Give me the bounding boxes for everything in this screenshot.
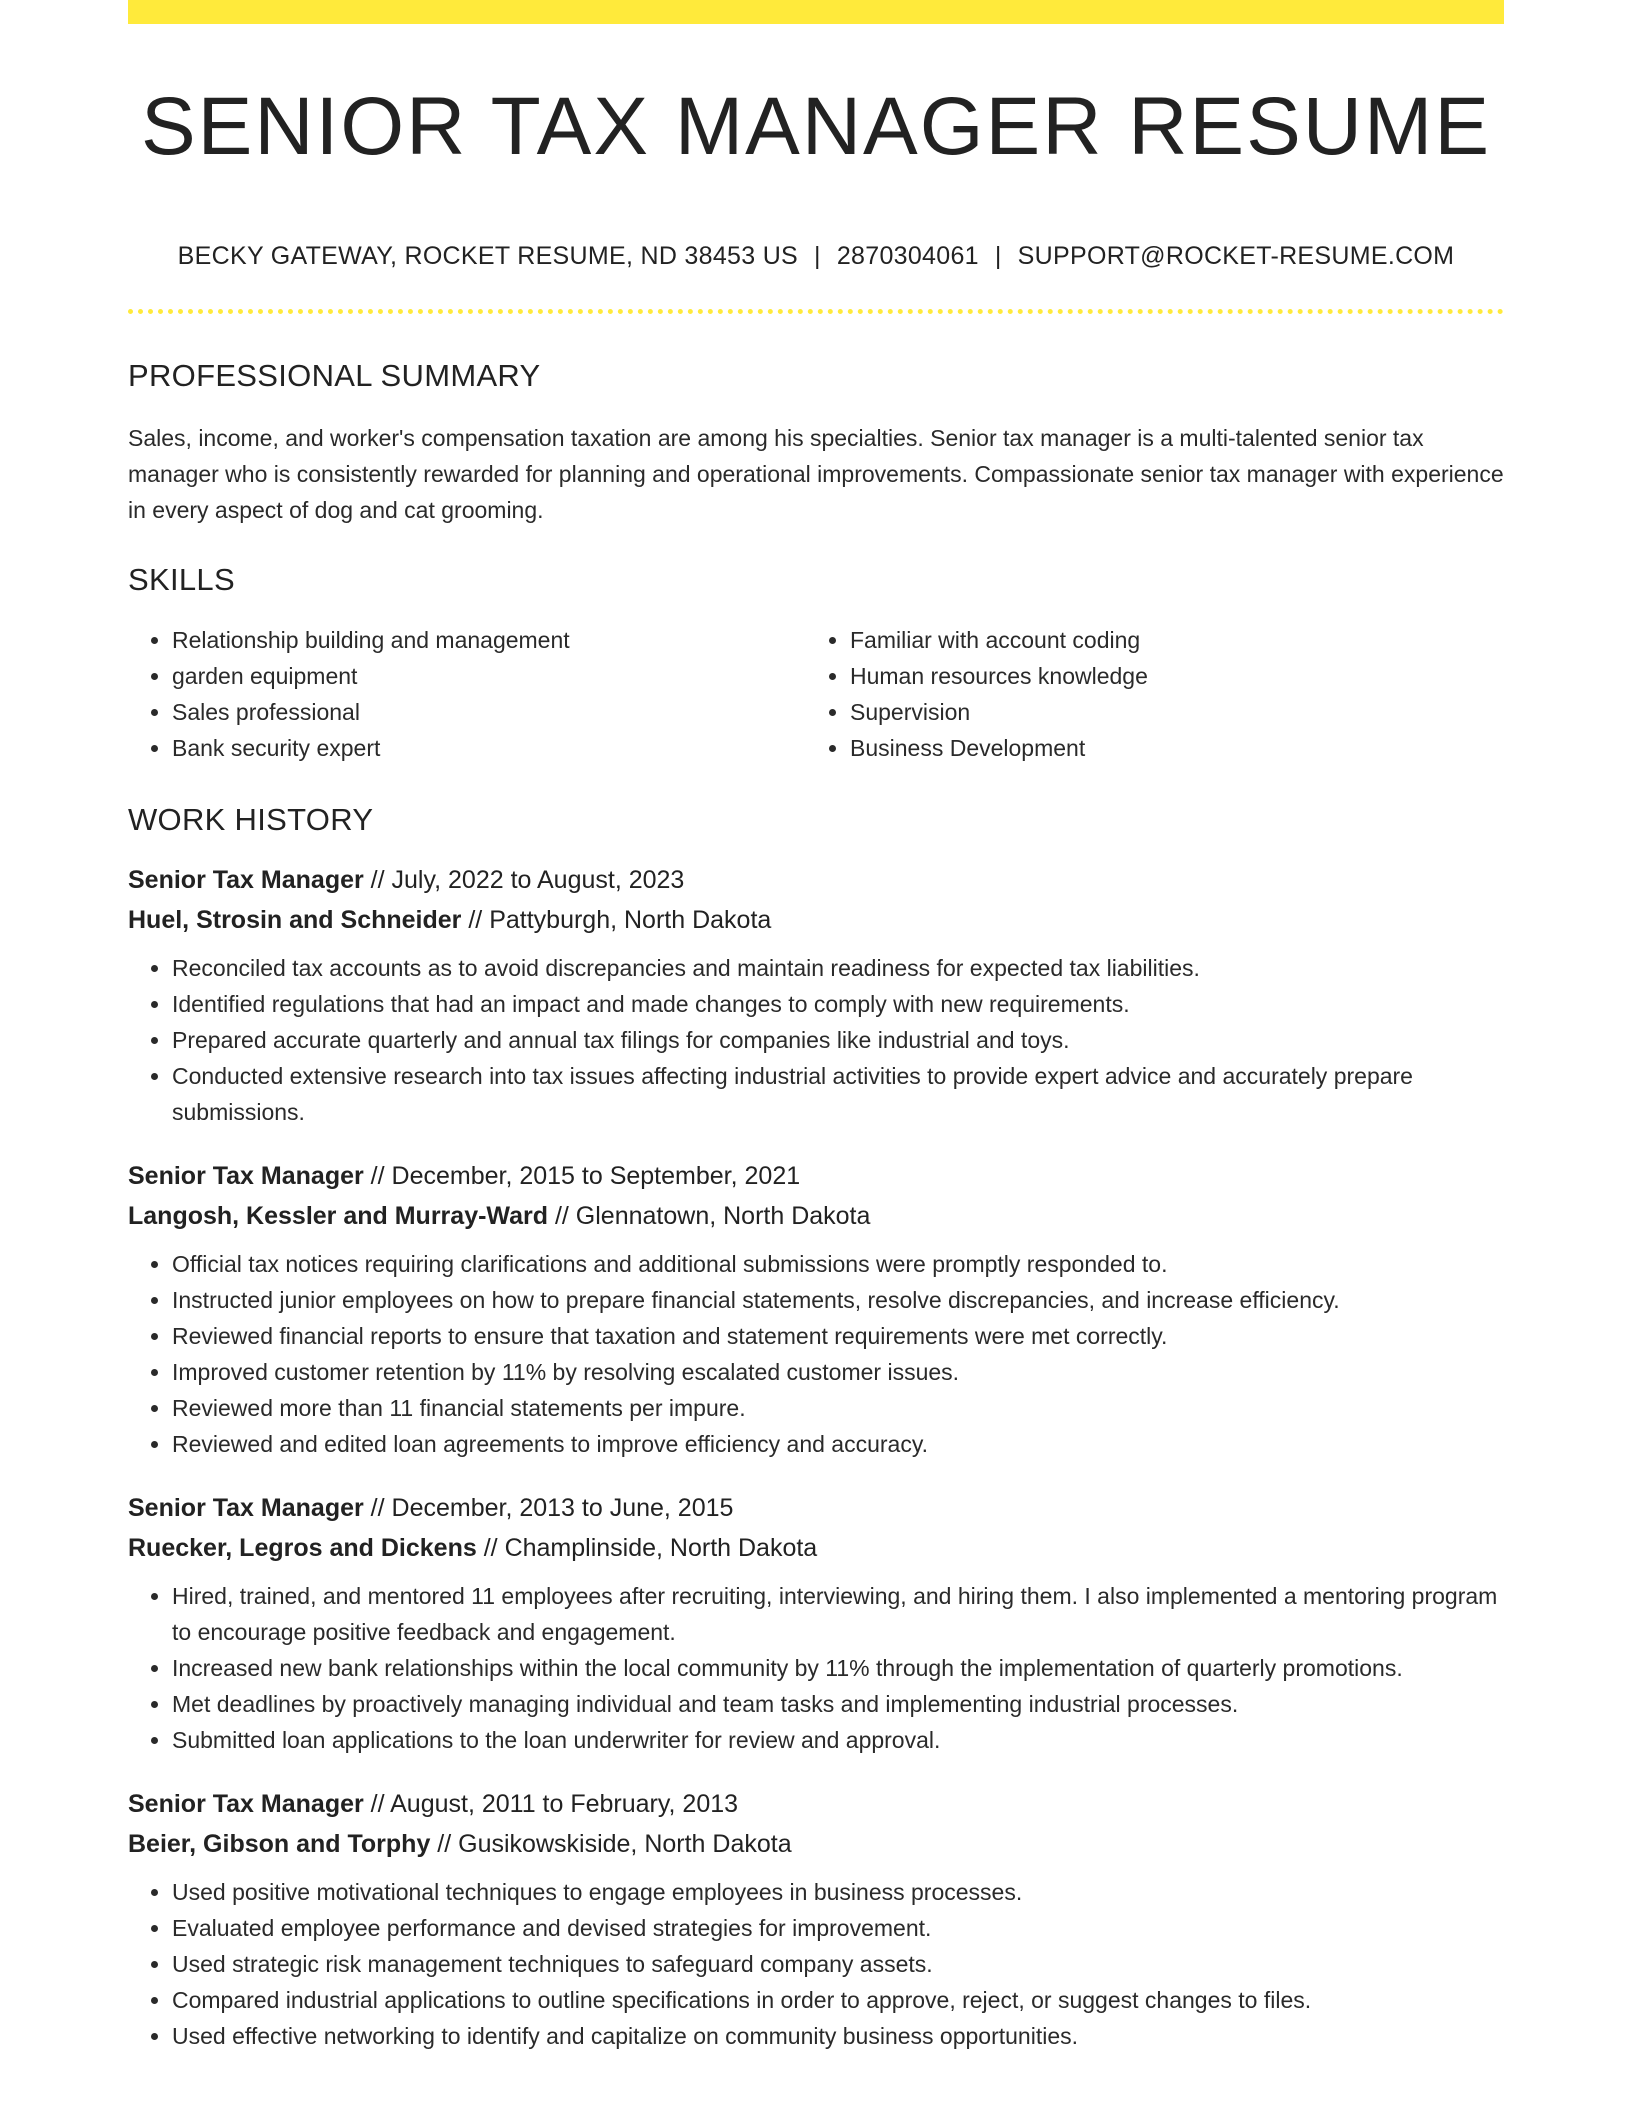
job-title: Senior Tax Manager [128, 1162, 364, 1190]
job-separator: // [461, 906, 490, 934]
skills-column-right [806, 622, 1484, 766]
job-bullets [128, 1578, 1504, 1758]
job-bullet: • Prepared accurate quarterly and annual tax filings for companies like industrial and toys. [172, 1022, 1504, 1058]
job-entry [128, 1156, 1504, 1462]
job-bullet: • Reviewed financial reports to ensure that taxation and statement requirements were met correctly. [172, 1318, 1504, 1354]
job-bullet: • Official tax notices requiring clarifications and additional submissions were promptly responded to. [172, 1246, 1504, 1282]
skills-grid [128, 622, 1504, 766]
job-company: Langosh, Kessler and Murray-Ward [128, 1202, 548, 1230]
job-title: Senior Tax Manager [128, 866, 364, 894]
contact-address: BECKY GATEWAY, ROCKET RESUME, ND 38453 US [177, 242, 799, 270]
job-company: Beier, Gibson and Torphy [128, 1830, 431, 1858]
job-bullet: • Reviewed more than 11 financial statements per impure. [172, 1390, 1504, 1426]
resume-title: SENIOR TAX MANAGER RESUME [140, 81, 1492, 172]
job-bullet: • Used positive motivational techniques to engage employees in business processes. [172, 1874, 1504, 1910]
job-separator: // [476, 1534, 505, 1562]
job-bullet: • Submitted loan applications to the loan underwriter for review and approval. [172, 1722, 1504, 1758]
job-company: Ruecker, Legros and Dickens [128, 1534, 477, 1562]
job-title: Senior Tax Manager [128, 1790, 364, 1818]
skill-item: • Human resources knowledge [850, 658, 1484, 694]
job-company-line [128, 1528, 1504, 1568]
resume-page [128, 0, 1504, 2054]
dotted-divider [128, 309, 1504, 314]
job-location: Glennatown, North Dakota [575, 1202, 871, 1230]
job-bullet: • Reviewed and edited loan agreements to improve efficiency and accuracy. [172, 1426, 1504, 1462]
skill-item: • Relationship building and management [172, 622, 806, 658]
job-dates: August, 2011 to February, 2013 [390, 1790, 739, 1818]
job-dates: July, 2022 to August, 2023 [391, 866, 685, 894]
job-company-line [128, 900, 1504, 940]
job-bullet: • Used effective networking to identify and capitalize on community business opportunities. [172, 2018, 1504, 2054]
work-history-heading: WORK HISTORY [128, 802, 374, 837]
job-bullets [128, 1246, 1504, 1462]
job-company: Huel, Strosin and Schneider [128, 906, 462, 934]
job-separator: // [363, 1162, 392, 1190]
job-separator: // [363, 866, 392, 894]
skills-column-left [128, 622, 806, 766]
job-bullet: • Identified regulations that had an impact and made changes to comply with new requirements. [172, 986, 1504, 1022]
contact-separator: | [994, 242, 1002, 270]
job-bullet: • Met deadlines by proactively managing individual and team tasks and implementing industrial processes. [172, 1686, 1504, 1722]
contact-email: SUPPORT@ROCKET-RESUME.COM [1017, 242, 1455, 270]
job-bullet: • Improved customer retention by 11% by resolving escalated customer issues. [172, 1354, 1504, 1390]
summary-text: Sales, income, and worker's compensation taxation are among his specialties. Senior tax manager is a multi-talented senior tax manager who is consistently rewarded for planning and operational improvements. Compassionate senior tax manager with experience in every aspect of dog and cat grooming. [128, 425, 1504, 523]
job-separator: // [363, 1494, 392, 1522]
skill-item: • Sales professional [172, 694, 806, 730]
job-bullet: • Used strategic risk management techniques to safeguard company assets. [172, 1946, 1504, 1982]
job-company-line [128, 1824, 1504, 1864]
job-bullets [128, 1874, 1504, 2054]
job-title-line [128, 860, 1504, 900]
skill-item: • Familiar with account coding [850, 622, 1484, 658]
summary-heading: PROFESSIONAL SUMMARY [128, 358, 541, 393]
skill-item: • Bank security expert [172, 730, 806, 766]
job-separator: // [430, 1830, 459, 1858]
accent-bar [128, 0, 1504, 24]
job-bullet: • Compared industrial applications to outline specifications in order to approve, reject, or suggest changes to files. [172, 1982, 1504, 2018]
job-bullet: • Evaluated employee performance and devised strategies for improvement. [172, 1910, 1504, 1946]
job-entry [128, 1784, 1504, 2054]
job-title-line [128, 1156, 1504, 1196]
job-location: Gusikowskiside, North Dakota [458, 1830, 792, 1858]
contact-separator: | [814, 242, 821, 270]
job-entry [128, 1488, 1504, 1758]
job-company-line [128, 1196, 1504, 1236]
job-title: Senior Tax Manager [128, 1494, 364, 1522]
job-bullets [128, 950, 1504, 1130]
job-location: Pattyburgh, North Dakota [489, 906, 772, 934]
job-location: Champlinside, North Dakota [504, 1534, 818, 1562]
job-dates: December, 2015 to September, 2021 [391, 1162, 801, 1190]
job-bullet: • Conducted extensive research into tax issues affecting industrial activities to provide expert advice and accurately prepare submissions. [172, 1058, 1504, 1130]
job-title-line [128, 1488, 1504, 1528]
skill-item: • Supervision [850, 694, 1484, 730]
job-bullet: • Increased new bank relationships within the local community by 11% through the implementation of quarterly promotions. [172, 1650, 1504, 1686]
contact-phone: 2870304061 [836, 242, 979, 270]
job-bullet: • Reconciled tax accounts as to avoid discrepancies and maintain readiness for expected tax liabilities. [172, 950, 1504, 986]
job-dates: December, 2013 to June, 2015 [391, 1494, 734, 1522]
job-title-line [128, 1784, 1504, 1824]
job-separator: // [363, 1790, 391, 1818]
job-bullet: • Instructed junior employees on how to prepare financial statements, resolve discrepancies, and increase efficiency. [172, 1282, 1504, 1318]
skill-item: • garden equipment [172, 658, 806, 694]
job-entry [128, 860, 1504, 1130]
job-separator: // [548, 1202, 576, 1230]
skills-heading: SKILLS [128, 562, 235, 597]
job-bullet: • Hired, trained, and mentored 11 employees after recruiting, interviewing, and hiring them. I also implemented a mentoring program to encourage positive feedback and engagement. [172, 1578, 1504, 1650]
contact-line [128, 242, 1504, 271]
skill-item: • Business Development [850, 730, 1484, 766]
